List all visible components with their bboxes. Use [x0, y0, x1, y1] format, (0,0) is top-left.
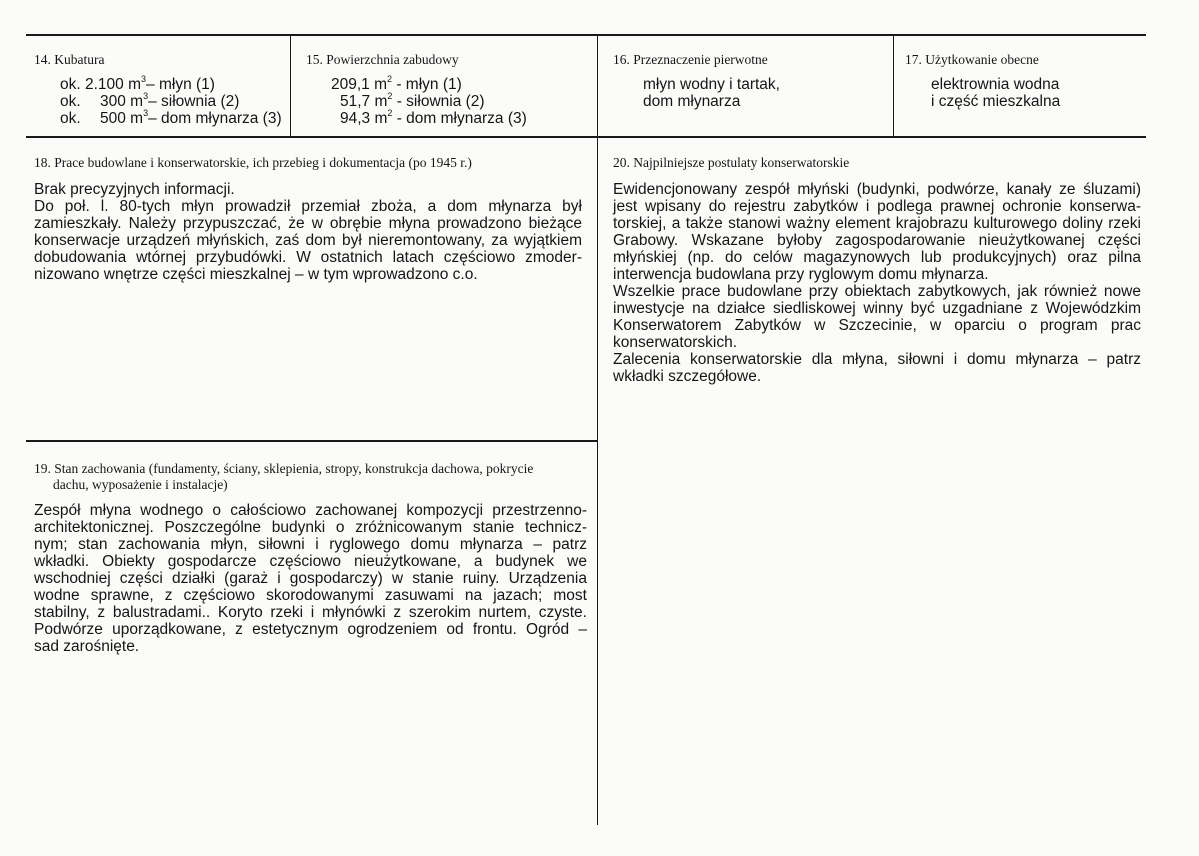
section-20-postulaty	[613, 155, 1143, 385]
section-17-label: 17. Użytkowanie obecne	[905, 52, 1039, 67]
volume-row: ok. 2.100 $m^3-$ młyn (1)	[60, 74, 215, 93]
row1-bottom-line	[26, 136, 1146, 138]
area-list	[306, 76, 594, 127]
section-15-powierzchnia	[306, 52, 594, 127]
divider-16-17	[893, 35, 894, 137]
divider-15-16	[597, 35, 598, 825]
section-19-text: Zespół młyna wodnego o całościowo zachowanej kompozycji przestrzenno- architektonicznej. Poszczególne budynki o zróżnicowanym stanie technicz- nym; stan zachowania młyn, siłowni i ryglowego domu młynarza – patrz wkładki. Obiekty gospodarcze częściowo nieużytkowane, a budynek we wschodniej części działki (garaż i gospodarczy) w stanie ruiny. Urządzenia wodne sprawne, z częściowo skorodowanymi zasuwami na jazach; most stabilny, z balustradami.. Koryto rzeki i młynówki z szerokim nurtem, czyste. Podwórze uporządkowane, z estetycznym ogrodzeniem od frontu. Ogród – sad zarośnięte.	[34, 502, 587, 655]
volume-list	[34, 76, 288, 127]
current-use: elektrownia wodna i część mieszkalna	[931, 76, 1061, 110]
section-16-label: 16. Przeznaczenie pierwotne	[613, 52, 768, 67]
section-20-text: Ewidencjonowany zespół młyński (budynki, podwórze, kanały ze śluzami) jest wpisany do rejestru zabytków i podlega prawnej ochronie konserwa- torskiej, a także stanowi ważny element krajobrazu kulturowego doliny rzeki Grabowy. Wskazane byłoby zagospodarowanie nieużytkowanej części młyńskiej (np. do celów magazynowych lub produkcyjnych) oraz pilna interwencja budowlana przy ryglowym domu młynarza. Wszelkie prace budowlane przy obiektach zabytkowych, jak również nowe inwestycje na działce siedliskowej winny być uzgadniane z Wojewódzkim Konserwatorem Zabytków w Szczecinie, w oparciu o program prac konserwatorskich. Zalecenia konserwatorskie dla młyna, siłowni i domu młynarza – patrz wkładki szczegółowe.	[613, 181, 1141, 385]
volume-row: ok. 300 $m^3-$ siłownia (2)	[60, 91, 240, 110]
section-17-uzytkowanie	[905, 52, 1145, 110]
section-18-text: Brak precyzyjnych informacji. Do poł. l. 80-tych młyn prowadził przemiał zboża, a dom młynarza był zamieszkały. Należy przypuszczać, że w obrębie młyna prowadzono bieżące konserwacje urządzeń młyńskich, zaś dom był nieremontowany, za wyjątkiem dobudowania wtórnej przybudówki. W ostatnich latach częściowo zmoder- nizowano wnętrze części mieszkalnej – w tym wprowadzono c.o.	[34, 181, 582, 283]
section-19-label: 19. Stan zachowania (fundamenty, ściany, sklepienia, stropy, konstrukcja dachowa, pokrycie dachu, wyposażenie i instalacje)	[34, 461, 534, 492]
original-purpose: młyn wodny i tartak, dom młynarza	[643, 76, 780, 110]
area-row: 94,3 $m^2$ - dom młynarza (3)	[340, 108, 527, 127]
section-19-stan-zachowania	[34, 461, 588, 655]
section-14-kubatura	[34, 52, 288, 127]
area-row: 51,7 $m^2$ - siłownia (2)	[340, 91, 485, 110]
section-14-label: 14. Kubatura	[34, 52, 105, 67]
section-20-label: 20. Najpilniejsze postulaty konserwatorskie	[613, 155, 850, 170]
divider-14-15	[290, 35, 291, 137]
section-16-przeznaczenie	[613, 52, 891, 110]
top-border-line	[26, 34, 1146, 36]
section-15-label: 15. Powierzchnia zabudowy	[306, 52, 459, 67]
section-18-label: 18. Prace budowlane i konserwatorskie, ich przebieg i dokumentacja (po 1945 r.)	[34, 155, 472, 170]
area-row: 209,1 $m^2$ - młyn (1)	[331, 74, 462, 93]
section18-bottom-line	[26, 440, 598, 442]
volume-row: ok. 500 $m^3-$ dom młynarza (3)	[60, 108, 282, 127]
section-18-prace-budowlane	[34, 155, 582, 283]
